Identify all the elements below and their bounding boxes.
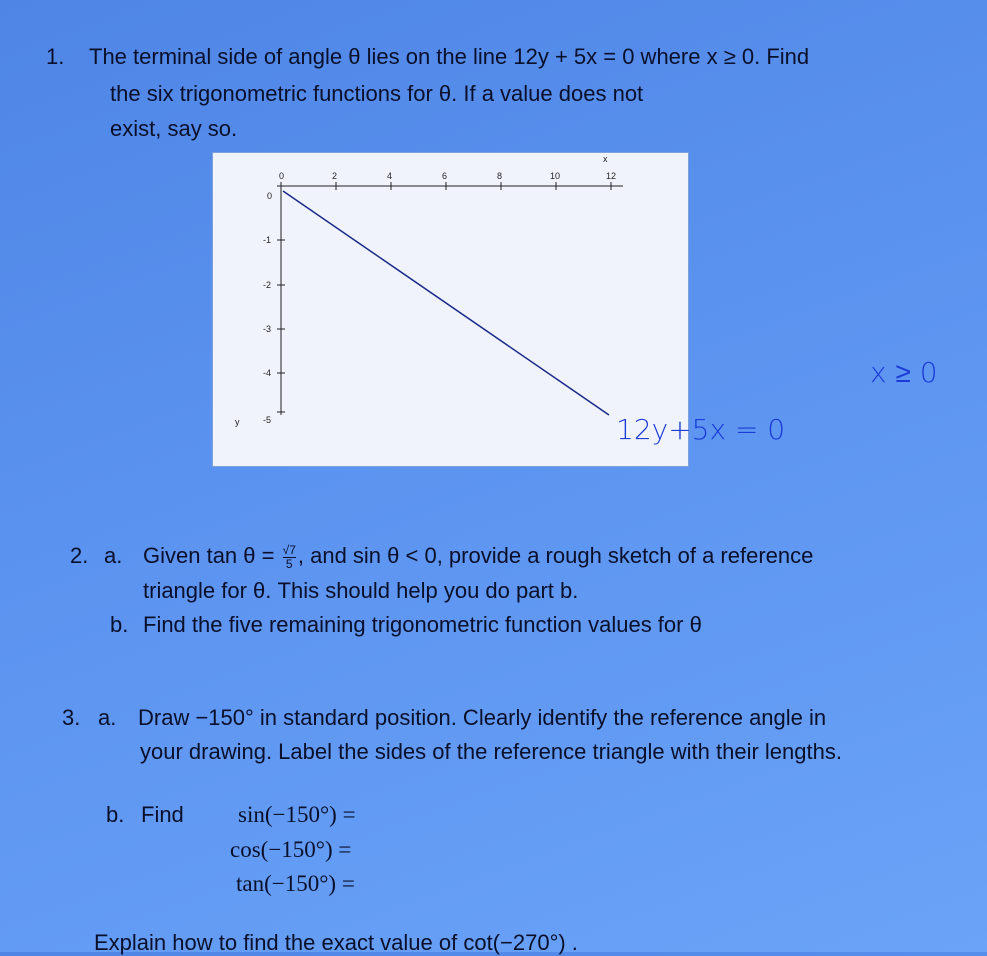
problem2-part-b: Find the five remaining trigonometric function values for θ: [143, 612, 702, 637]
y-tick-label: -5: [263, 415, 272, 425]
problem3-number: 3.: [62, 705, 81, 730]
y-tick-label: -1: [263, 235, 272, 245]
problem4-partial: Explain how to find the exact value of cot(−270°) .: [94, 930, 578, 955]
x-axis-label: x: [603, 154, 608, 164]
problem2-part-a-suffix: , and sin θ < 0, provide a rough sketch of a reference: [297, 543, 814, 568]
problem3-part-b-find: Find: [141, 802, 184, 827]
y-axis-label: y: [235, 417, 240, 427]
problem2-part-a-line2: triangle for θ. This should help you do part b.: [143, 578, 579, 603]
problem1-number: 1.: [46, 44, 65, 69]
fraction-denominator: 5: [285, 556, 293, 571]
y-tick-label: -2: [263, 280, 272, 290]
problem1-line3: exist, say so.: [110, 116, 238, 141]
x-tick-label: 8: [497, 171, 503, 181]
x-tick-label: 0: [279, 171, 285, 181]
problem2-part-a-prefix: Given tan θ =: [143, 543, 275, 568]
handwritten-condition: x ≥ 0: [870, 356, 938, 389]
cos-expression: cos(−150°) =: [230, 837, 352, 862]
fraction-numerator: √7: [282, 542, 296, 557]
y-tick-label: -3: [263, 324, 272, 334]
problem3-part-a-line2: your drawing. Label the sides of the reference triangle with their lengths.: [140, 739, 842, 764]
x-tick-label: 12: [606, 171, 617, 181]
problem2-part-b-label: b.: [110, 612, 129, 637]
problem2-part-a-label: a.: [104, 543, 123, 568]
tan-expression: tan(−150°) =: [236, 871, 355, 896]
tangent-fraction: [283, 544, 296, 571]
y-tick-labels: [263, 191, 272, 425]
x-tick-label: 6: [442, 171, 448, 181]
problem2-number: 2.: [70, 543, 89, 568]
graphed-line: [283, 191, 609, 415]
y-tick-label: 0: [267, 191, 273, 201]
problem1-line2: the six trigonometric functions for θ. If a value does not: [110, 81, 644, 106]
x-tick-labels: [279, 171, 616, 181]
problem1-line1: The terminal side of angle θ lies on the line 12y + 5x = 0 where x ≥ 0. Find: [89, 44, 810, 69]
problem2-part-a-line1: [143, 543, 813, 571]
x-tick-label: 4: [387, 171, 393, 181]
sin-expression: sin(−150°) =: [238, 802, 356, 827]
handwritten-equation: 12y+5x = 0: [616, 413, 786, 446]
problem3-part-b-label: b.: [106, 802, 125, 827]
x-tick-label: 2: [332, 171, 338, 181]
problem3-part-a-label: a.: [98, 705, 117, 730]
x-tick-label: 10: [550, 171, 561, 181]
y-tick-label: -4: [263, 368, 272, 378]
problem3-part-a-line1: Draw −150° in standard position. Clearly identify the reference angle in: [138, 705, 827, 730]
